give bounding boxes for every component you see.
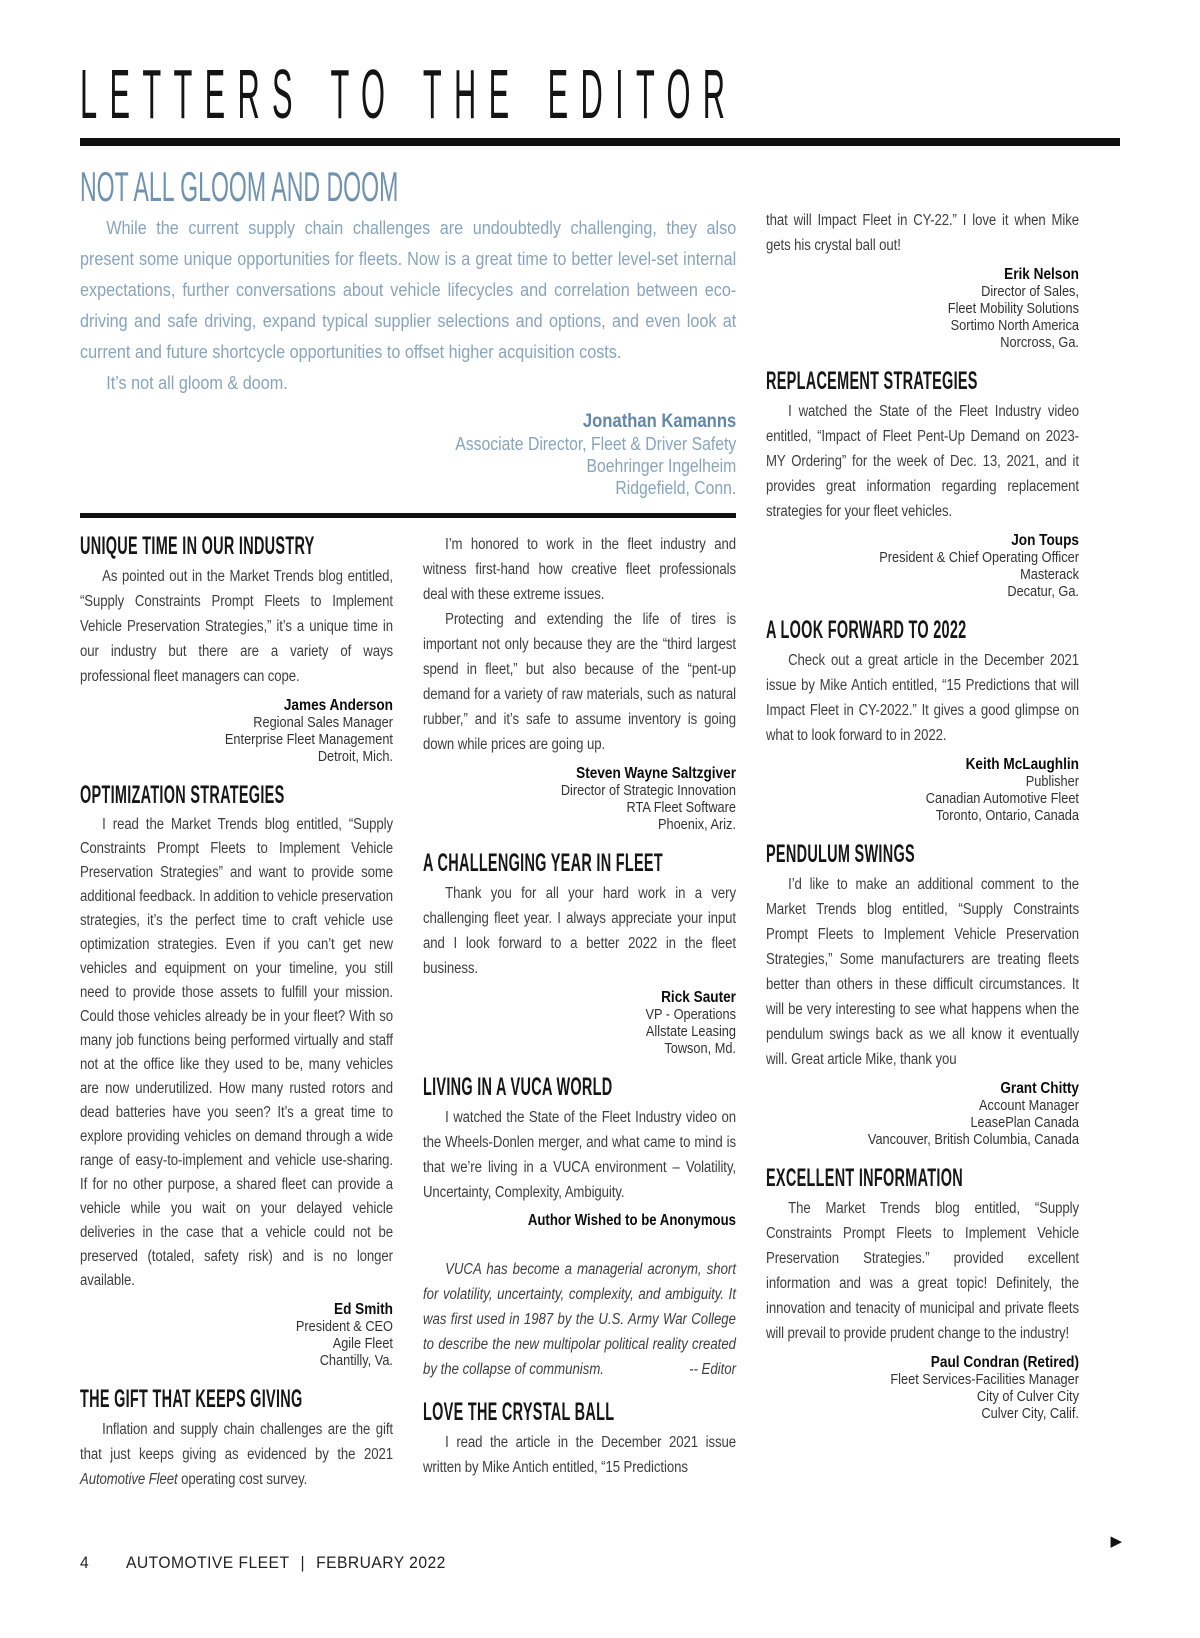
signature-line: Towson, Md. [664,1040,736,1057]
letter-paragraph: Protecting and extending the life of tires is important not only because they are the “third largest spend in fleet,” but also because of the “pent-up demand for a variety of raw materials, such as natural rubber,” and it’s safe to assume inventory is going down while prices are going up. [423,611,736,753]
letter-paragraph: It’s not all gloom & doom. [106,372,288,393]
signature-line: Phoenix, Ariz. [657,816,736,833]
signature-name: Keith McLaughlin [965,756,1079,773]
signature-line: Enterprise Fleet Management [224,731,393,748]
letter-heading: EXCELLENT INFORMATION [766,1164,963,1192]
letter-heading: THE GIFT THAT KEEPS GIVING [80,1385,303,1413]
featured-letter [80,163,737,499]
anonymous-byline: Author Wished to be Anonymous [527,1212,736,1229]
letter-optimization [80,781,393,1369]
signature [766,532,1079,600]
signature-line: Publisher [1025,773,1079,790]
letter-paragraph: The Market Trends blog entitled, “Supply Constraints Prompt Fleets to Implement Vehicle Preservation Strategies.” provided excellent information and was a great topic! Definitely, the innovation and tenacity of municipal and private fleets will prevail to provide prudent change to the industry! [766,1200,1079,1342]
signature-line: President & Chief Operating Officer [879,549,1079,566]
letter-tires-continuation [423,532,736,833]
signature-name: Paul Condran (Retired) [930,1354,1079,1371]
signature-name: James Anderson [283,697,393,714]
signature-line: Norcross, Ga. [1000,334,1079,351]
letter-heading: PENDULUM SWINGS [766,840,915,868]
signature-line: Culver City, Calif. [981,1405,1079,1422]
italic-magazine-title: Automotive Fleet [80,1471,178,1488]
signature-line: Sortimo North America [950,317,1079,334]
paragraph-text: Inflation and supply chain challenges are the gift that just keeps giving as evidenced by the 2021 [80,1421,393,1463]
signature-line: Fleet Services-Facilities Manager [890,1371,1079,1388]
paragraph-text: operating cost survey. [177,1471,308,1488]
signature [80,697,393,765]
letter-heading: A LOOK FORWARD TO 2022 [766,616,967,644]
letter-paragraph: I read the article in the December 2021 issue written by Mike Antich entitled, “15 Predictions [423,1434,736,1476]
signature-line: President & CEO [295,1318,393,1335]
letter-challenging-year [423,849,736,1057]
signature-line: Regional Sales Manager [253,714,393,731]
editor-note: VUCA has become a managerial acronym, short for volatility, uncertainty, complexity, and ambiguity. It was first used in 1987 by the U.S. Army War College to describe the new multipolar political reality created by the collapse of communism. [423,1261,736,1378]
letter-heading: UNIQUE TIME IN OUR INDUSTRY [80,532,315,560]
column-middle [423,532,736,1508]
letter-replacement-strategies [766,367,1079,600]
featured-letter-body [80,212,736,499]
content-area [80,160,1120,1508]
signature-line: Director of Sales, [981,283,1079,300]
signature-name: Ed Smith [334,1301,393,1318]
letter-unique-time [80,532,393,765]
letter-excellent-information [766,1164,1079,1422]
footer-separator: | [300,1553,306,1572]
signature-line: Vancouver, British Columbia, Canada [867,1131,1079,1148]
letter-crystal-ball-continuation [766,208,1079,351]
column-right [766,160,1079,1508]
column-left [80,532,393,1508]
signature-line: Toronto, Ontario, Canada [935,807,1079,824]
editor-attribution: -- Editor [689,1361,736,1378]
letter-look-forward [766,616,1079,824]
letter-paragraph: I read the Market Trends blog entitled, “Supply Constraints Prompt Fleets to Implement Vehicle Preservation Strategies” and want to provide some additional feedback. In addition to vehicle preservation strategies, it’s the perfect time to craft vehicle use optimization strategies. Even if you can’t get new vehicles and equipment on your timeline, you still need to provide those assets to fulfill your mission. Could those vehicles already be in your fleet? With so many job functions being performed virtually and staff not at the office like they used to be, many vehicles are now underutilized. How many rusted rotors and dead batteries have you seen? It’s a great time to explore providing vehicles on demand through a wide range of easy-to-implement and vehicle use-sharing. If for no other purpose, a shared fleet can provide a vehicle while you wait on your delayed vehicle deliveries in the case that a vehicle could not be preserved (totaled, safety risk) and is no longer available. [80,816,393,1289]
signature-line: Agile Fleet [332,1335,393,1352]
letter-heading: OPTIMIZATION STRATEGIES [80,781,285,809]
signature-line: City of Culver City [976,1388,1079,1405]
signature [766,1354,1079,1422]
continuation-arrow-icon: ▶ [1110,1532,1122,1550]
letter-pendulum-swings [766,840,1079,1148]
letter-vuca [423,1073,736,1382]
footer-issue-date: FEBRUARY 2022 [316,1553,446,1572]
letter-paragraph: I’m honored to work in the fleet industry and witness first-hand how creative fleet professionals deal with these extreme issues. [423,536,736,603]
footer-page-number: 4 [80,1553,90,1572]
signature [423,989,736,1057]
signature-name: Jon Toups [1011,532,1079,549]
letter-crystal-ball [423,1398,736,1480]
letter-heading: LIVING IN A VUCA WORLD [423,1073,613,1101]
letter-paragraph: I’d like to make an additional comment to the Market Trends blog entitled, “Supply Constraints Prompt Fleets to Implement Vehicle Preservation Strategies,” Some manufacturers are treating fleets better than others in these difficult circumstances. It will be very interesting to see what happens when the pendulum swings back as we all know it eventually will. Great article Mike, thank you [766,876,1079,1068]
letter-gift [80,1385,393,1492]
signature-line: Detroit, Mich. [317,748,393,765]
signature [423,765,736,833]
signature [80,410,736,499]
letter-heading: REPLACEMENT STRATEGIES [766,367,978,395]
signature-line: Allstate Leasing [645,1023,736,1040]
letter-paragraph: As pointed out in the Market Trends blog entitled, “Supply Constraints Prompt Fleets to Implement Vehicle Preservation Strategies,” it’s a unique time in our industry but there are a variety of ways professional fleet managers can cope. [80,568,393,685]
letter-paragraph: Thank you for all your hard work in a very challenging fleet year. I always appreciate your input and I look forward to a better 2022 in the fleet business. [423,885,736,977]
signature [766,756,1079,824]
letter-paragraph: While the current supply chain challenges are undoubtedly challenging, they also present some unique opportunities for fleets. Now is a great time to better level-set internal expectations, further conversations about vehicle lifecycles and correlation between eco-driving and safe driving, expand typical supplier selections and options, and even look at current and future shortcycle opportunities to offset higher acquisition costs. [80,217,737,362]
signature-line: Chantilly, Va. [319,1352,393,1369]
signature-name: Rick Sauter [661,989,736,1006]
signature-line: Masterack [1020,566,1079,583]
signature-name: Erik Nelson [1004,266,1079,283]
signature-line: Fleet Mobility Solutions [947,300,1079,317]
magazine-kicker: LETTERS TO THE EDITOR [80,55,738,133]
signature-line: Account Manager [978,1097,1079,1114]
signature-line: VP - Operations [645,1006,736,1023]
letter-heading: A CHALLENGING YEAR IN FLEET [423,849,663,877]
signature-line: Decatur, Ga. [1007,583,1079,600]
signature-line: Ridgefield, Conn. [615,478,737,498]
signature-line: RTA Fleet Software [626,799,736,816]
two-column-area [80,160,736,1508]
signature-line: Canadian Automotive Fleet [925,790,1079,807]
signature [80,1301,393,1369]
signature [766,266,1079,351]
footer-magazine-title: AUTOMOTIVE FLEET [125,1553,290,1572]
letter-paragraph: I watched the State of the Fleet Industry video on the Wheels-Donlen merger, and what came to mind is that we’re living in a VUCA environment – Volatility, Uncertainty, Complexity, Ambiguity. [423,1109,736,1201]
signature-line: Boehringer Ingelheim [586,456,737,476]
signature-line: Director of Strategic Innovation [560,782,736,799]
letter-paragraph: that will Impact Fleet in CY-22.” I love it when Mike gets his crystal ball out! [766,212,1079,254]
signature-name: Grant Chitty [1000,1080,1079,1097]
letter-paragraph: I watched the State of the Fleet Industry video entitled, “Impact of Fleet Pent-Up Demand on 2023-MY Ordering” for the week of Dec. 13, 2021, and it provides great information regarding replacement strategies for your fleet vehicles. [766,403,1079,520]
signature-name: Jonathan Kamanns [582,411,737,432]
header-rule [80,138,1120,146]
letter-paragraph: Check out a great article in the December 2021 issue by Mike Antich entitled, “15 Predictions that will Impact Fleet in CY-2022.” It gives a good glimpse on what to look forward to in 2022. [766,652,1079,744]
signature-name: Steven Wayne Saltzgiver [576,765,736,782]
letter-heading: LOVE THE CRYSTAL BALL [423,1398,615,1426]
signature [766,1080,1079,1148]
section-divider [80,513,736,518]
letter-paragraph [80,1417,393,1492]
signature-line: Associate Director, Fleet & Driver Safety [455,434,737,454]
signature-line: LeasePlan Canada [970,1114,1079,1131]
page-footer [80,1553,446,1573]
featured-letter-heading: NOT ALL GLOOM AND DOOM [80,163,399,210]
